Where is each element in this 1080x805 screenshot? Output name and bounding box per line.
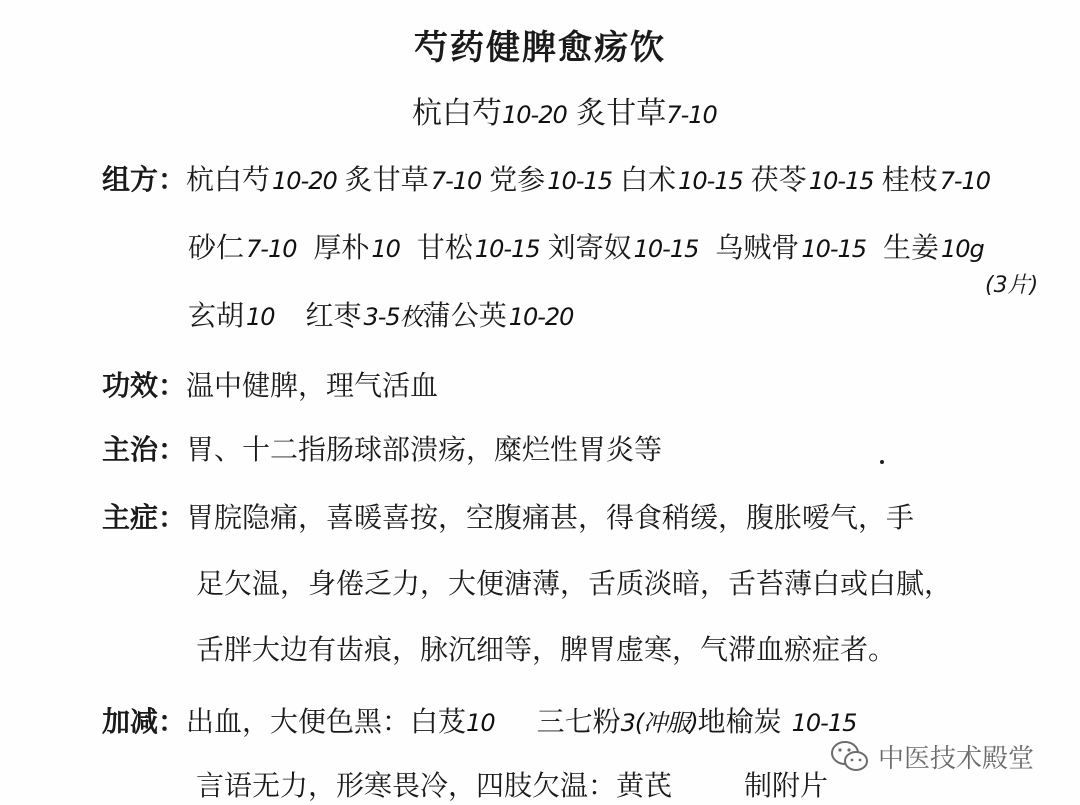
ink-dot xyxy=(880,460,884,464)
modification-herb: 地榆炭 xyxy=(697,705,782,738)
formula-line-1 xyxy=(102,158,998,198)
symptoms-line-2: 足欠温，身倦乏力，大便溏薄，舌质淡暗，舌苔薄白或白腻， xyxy=(196,567,953,600)
symptoms-text-1: 胃脘隐痛，喜暖喜按，空腹痛甚，得食稍缓，腹胀嗳气，手 xyxy=(186,501,915,534)
efficacy-label: 功效： xyxy=(102,369,187,402)
formula-herb: 红枣3-5枚 xyxy=(305,299,423,332)
indication-text: 胃、十二指肠球部溃疡，糜烂性胃炎等 xyxy=(186,433,663,466)
formula-herb: 杭白芍10-20 xyxy=(186,163,337,196)
handwritten-note: (3片) xyxy=(985,273,1039,298)
symptoms-label: 主症： xyxy=(102,501,187,534)
subtitle-dose-2: 7-10 xyxy=(666,101,717,129)
page-title: 芍药健脾愈疡饮 xyxy=(414,28,666,68)
formula-herb: 党参10-15 xyxy=(489,163,613,196)
efficacy-line xyxy=(102,364,438,404)
formula-herb: 甘松10-15 xyxy=(416,231,540,264)
modification-herb: 制附片 xyxy=(744,769,829,802)
watermark xyxy=(830,738,1034,775)
formula-herb: 白术10-15 xyxy=(620,163,743,196)
efficacy-text: 温中健脾，理气活血 xyxy=(186,369,439,402)
subtitle xyxy=(412,88,717,132)
formula-herb: 刘寄奴10-15 xyxy=(547,231,699,264)
wechat-icon xyxy=(830,739,870,775)
watermark-text: 中医技术殿堂 xyxy=(878,744,1035,774)
subtitle-herb-2: 炙甘草 xyxy=(576,96,667,131)
formula-herb: 茯苓10-15 xyxy=(750,163,874,196)
modification-herb: 白芨 xyxy=(410,705,467,738)
formula-herb: 蒲公英10-20 xyxy=(422,299,574,332)
formula-herb: 乌贼骨10-15 xyxy=(715,231,867,264)
subtitle-herb-1: 杭白芍 xyxy=(412,96,502,131)
formula-label: 组方： xyxy=(102,163,187,196)
symptoms-line-3: 舌胖大边有齿痕，脉沉细等，脾胃虚寒，气滞血瘀症者。 xyxy=(196,633,897,666)
indication-label: 主治： xyxy=(102,433,187,466)
modification-dose: 3(冲服) xyxy=(620,709,698,737)
modification-herb: 黄芪 xyxy=(616,769,673,802)
modification-dose: 10 xyxy=(466,709,495,737)
formula-herb: 炙甘草7-10 xyxy=(344,163,482,196)
modification-dose: 10-15 xyxy=(791,709,857,737)
modification-herb: 三七粉 xyxy=(536,705,621,738)
formula-herb: 厚朴10 xyxy=(313,231,400,264)
subtitle-dose-1: 10-20 xyxy=(502,101,567,129)
modification-label: 加减： xyxy=(102,705,187,738)
formula-herb: 桂枝7-10 xyxy=(881,163,991,196)
modification-line-2 xyxy=(196,764,828,804)
modification-prefix-2: 言语无力，形寒畏冷，四肢欠温： xyxy=(196,769,617,802)
formula-line-2 xyxy=(188,226,992,266)
indication-line xyxy=(102,428,662,468)
formula-herb: 玄胡10 xyxy=(188,299,275,332)
formula-herb: 生姜10g xyxy=(882,231,984,264)
formula-herb: 砂仁7-10 xyxy=(188,231,297,264)
modification-prefix-1: 出血，大便色黑： xyxy=(186,705,411,738)
symptoms-line-1 xyxy=(102,496,914,536)
formula-line-3 xyxy=(188,294,581,334)
modification-line-1 xyxy=(102,700,856,740)
